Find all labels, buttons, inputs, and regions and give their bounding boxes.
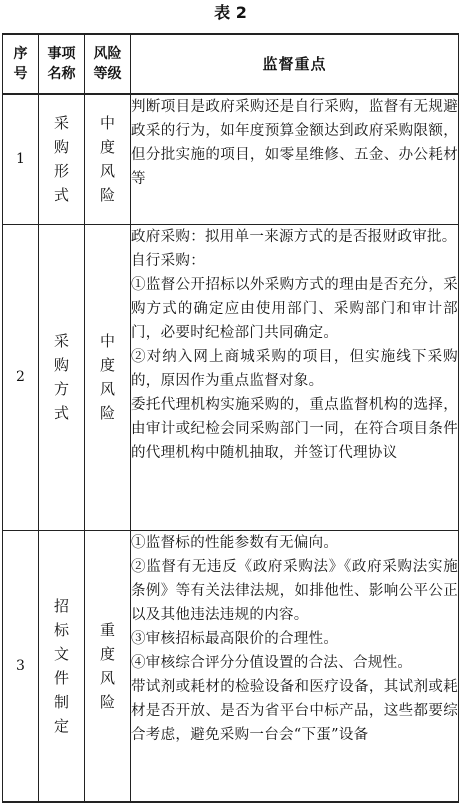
row-seq: 3 [3, 530, 39, 802]
supervision-table [2, 33, 459, 803]
focus-paragraph: ②监督有无违反《政府采购法》《政府采购法实施条例》等有关法律法规，如排他性、影响公平公正以及其他违法违规的内容。 [131, 558, 458, 623]
header-row [3, 34, 459, 94]
focus-paragraph: 委托代理机构实施采购的，重点监督机构的选择，由审计或纪检会同采购部门一同，在符合项目条件的代理机构中随机抽取，并签订代理协议 [131, 396, 458, 461]
focus-paragraph: 自行采购： [131, 252, 205, 269]
table-row [3, 224, 459, 530]
focus-paragraph: ④审核综合评分分值设置的合法、合规性。 [131, 654, 413, 671]
row-focus-content [131, 224, 459, 530]
row-seq: 2 [3, 224, 39, 530]
table-row [3, 530, 459, 802]
row-risk-level: 中 度 风 险 [85, 94, 131, 224]
focus-paragraph: ①监督标的性能参数有无偏向。 [131, 534, 339, 551]
table-caption: 表 2 [214, 3, 247, 22]
row-item-name: 招 标 文 件 制 定 [39, 530, 85, 802]
row-item-name: 采 购 方 式 [39, 224, 85, 530]
focus-paragraph: ②对纳入网上商城采购的项目，但实施线下采购的，原因作为重点监督对象。 [131, 348, 458, 389]
focus-paragraph: 带试剂或耗材的检验设备和医疗设备，其试剂或耗材是否开放、是否为省平台中标产品，这些都要综合考虑，避免采购一台会“下蛋”设备 [131, 678, 458, 743]
header-seq: 序 号 [3, 34, 39, 94]
row-focus-content [131, 530, 459, 802]
header-supervision-focus: 监督重点 [131, 34, 459, 94]
row-risk-level: 重 度 风 险 [85, 530, 131, 802]
focus-paragraph: 判断项目是政府采购还是自行采购，监督有无规避政采的行为，如年度预算金额达到政府采购限额，但分批实施的项目，如零星维修、五金、办公耗材等 [131, 99, 458, 187]
header-risk-level: 风险 等级 [85, 34, 131, 94]
row-focus-content [131, 94, 459, 224]
table-row [3, 94, 459, 224]
header-item-name: 事项 名称 [39, 34, 85, 94]
focus-paragraph: ③审核招标最高限价的合理性。 [131, 630, 339, 647]
row-seq: 1 [3, 94, 39, 224]
row-item-name: 采 购 形 式 [39, 94, 85, 224]
focus-paragraph: ①监督公开招标以外采购方式的理由是否充分，采购方式的确定应由使用部门、采购部门和审计部门，必要时纪检部门共同确定。 [131, 276, 458, 341]
focus-paragraph: 政府采购：拟用单一来源方式的是否报财政审批。 [131, 228, 457, 245]
row-risk-level: 中 度 风 险 [85, 224, 131, 530]
